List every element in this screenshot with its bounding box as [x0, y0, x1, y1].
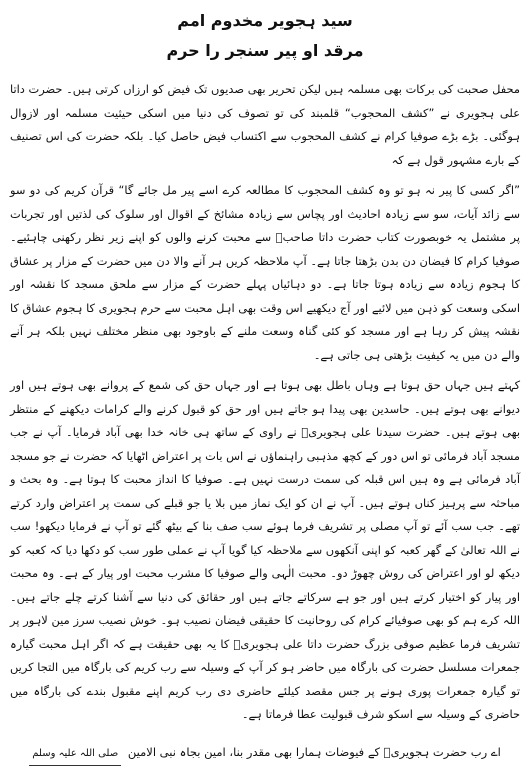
closing-prayer — [10, 741, 520, 766]
closing-text: اے رب حضرت ہجویریؒ کے فیوضات ہمارا بھی مقدر بنا، امین بجاہ نبی الامین — [127, 744, 501, 759]
heading-line-2: مرقد او پیر سنجر را حرم — [166, 41, 364, 60]
paragraph-1: محفل صحبت کی برکات بھی مسلمہ ہیں لیکن تحریر بھی صدیوں تک فیض کو ارزاں کرتی ہیں۔ حضرت داتا علی ہجویری نے ”کشف المحجوب“ قلمبند کی تو تصوف کی دنیا میں اسکی حیثیت مسلمہ اور لازوال ہوگئی۔ بڑے بڑے صوفیا کرام نے کشف المحجوب سے اکتساب فیض حاصل کیا۔ بلکہ حضرت کی اس تصنیف کے بارے مشہور قول ہے کہ — [10, 82, 520, 167]
paragraph-3: کہتے ہیں جہاں حق ہوتا ہے وہاں باطل بھی ہوتا ہے اور جہاں حق کی شمع کے پروانے بھی ہوتے ہیں اور دیوانے بھی ہوتے ہیں۔ حاسدین بھی پیدا ہو جاتے ہیں اور حق کو قبول کرنے والے کرامات دیکھنے کے منتظر بھی ہوتے ہیں۔ حضرت سیدنا علی ہجویریؒ نے راوی کے ساتھ ہی خانہ خدا بھی آباد فرمایا۔ آپ نے جب مسجد آباد فرمائی تو اس دور کے کچھ مذہبی راہنماؤں نے اس بات پر اعتراض اٹھایا کہ حضرت نے جو مسجد آباد فرمائی ہے وہ ہیں اس قبلہ کی سمت درست نہیں ہے۔ صوفیا کا انداز محبت کا ہوتا ہے۔ وہ بحث و مباحثہ سے پرہیز کناں ہوتے ہیں۔ آپ نے ان کو ایک نماز میں بلا یا جو قبلے کی سمت پر اعتراض وارد کرتے تھے۔ جب سب آئے تو آپ مصلی پر تشریف فرما ہوئے سب صف بنا کے بیٹھ گئے تو آپ نے فرمایا دیکھو! سب نے اللہ تعالیٰ کے گھر کعبہ کو اپنی آنکھوں سے ملاحظہ کیا گویا آپ نے عملی طور سب کو دکھا دیا کہ کعبہ کو دیکھ لو اور اعتراض کی روش چھوڑ دو۔ محبت الٰہی والے صوفیا کا مشرب محبت اور پیار کے ہے۔ وہ محبت اور پیار کو اختیار کرتے ہیں اور جو ہے سرکاتے جاتے ہیں اور حقائق کی دنیا سے آشنا کرتے چلے جاتے ہیں۔ اللہ کرے ہم کو بھی صوفیائے کرام کی روحانیت کا حقیقی فیضان نصیب ہو۔ خوش نصیب سرز مین لاہور پر تشریف فرما عظیم صوفی بزرگ حضرت داتا علی ہجویریؒ کا یہ بھی حقیقت ہے کہ اگر اہل محبت گیارہ جمعرات مسلسل حضرت کی بارگاہ میں حاضر ہو کر آپ کے وسیلہ سے رب کریم کی بارگاہ میں التجا کریں تو گیارہ جمعرات پوری ہونے پر جس مقصد کیلئے حاضری دی رب کریم اپنے مقبول بندے کی بارگاہ میں حاضری کے وسیلہ سے اسکو شرف قبولیت عطا فرماتا ہے۔ — [10, 378, 520, 721]
paragraph-2: ”اگر کسی کا پیر نہ ہو تو وہ کشف المحجوب کا مطالعہ کرے اسے پیر مل جائے گا“ قرآن کریم کی دو سو سے زائد آیات، سو سے زیادہ احادیث اور پچاس سے زیادہ مشائخ کے اقوال اور سلوک کی لذتیں اور تجربات پر مشتمل یہ خوبصورت کتاب حضرت داتا صاحبؒ سے محبت کرنے والوں کو اپنے زیر نظر رکھنی چاہئیے۔ صوفیا کرام کا فیضان دن بدن بڑھتا جاتا ہے۔ آپ ملاحظہ کریں ہر آنے والا دن میں حضرت کے مزار پر عشاق کا ہجوم زیادہ سے زیادہ ہوتا جاتا ہے۔ دو دہائیاں پہلے حضرت کے مزار سے ملحق مسجد کا نقشہ اور اسکی وسعت کو ذہن میں لائیے اور آج دیکھیے اس وقت بھی اہل محبت سے حرم ہجویری کا ہجوم عشاق کا نقشہ پیش کر رہا ہے اور مسجد کو کئی گناہ وسعت ملنے کے باوجود بھی منظر مختلف نہیں بلکہ ہر آنے والے دن میں یہ کیفیت بڑھتی ہی جاتی ہے۔ — [10, 183, 520, 362]
honorific-seal: صلی اللہ علیہ وسلم — [29, 743, 121, 766]
heading-line-1: سید ہجویر مخدوم امم — [177, 11, 353, 30]
